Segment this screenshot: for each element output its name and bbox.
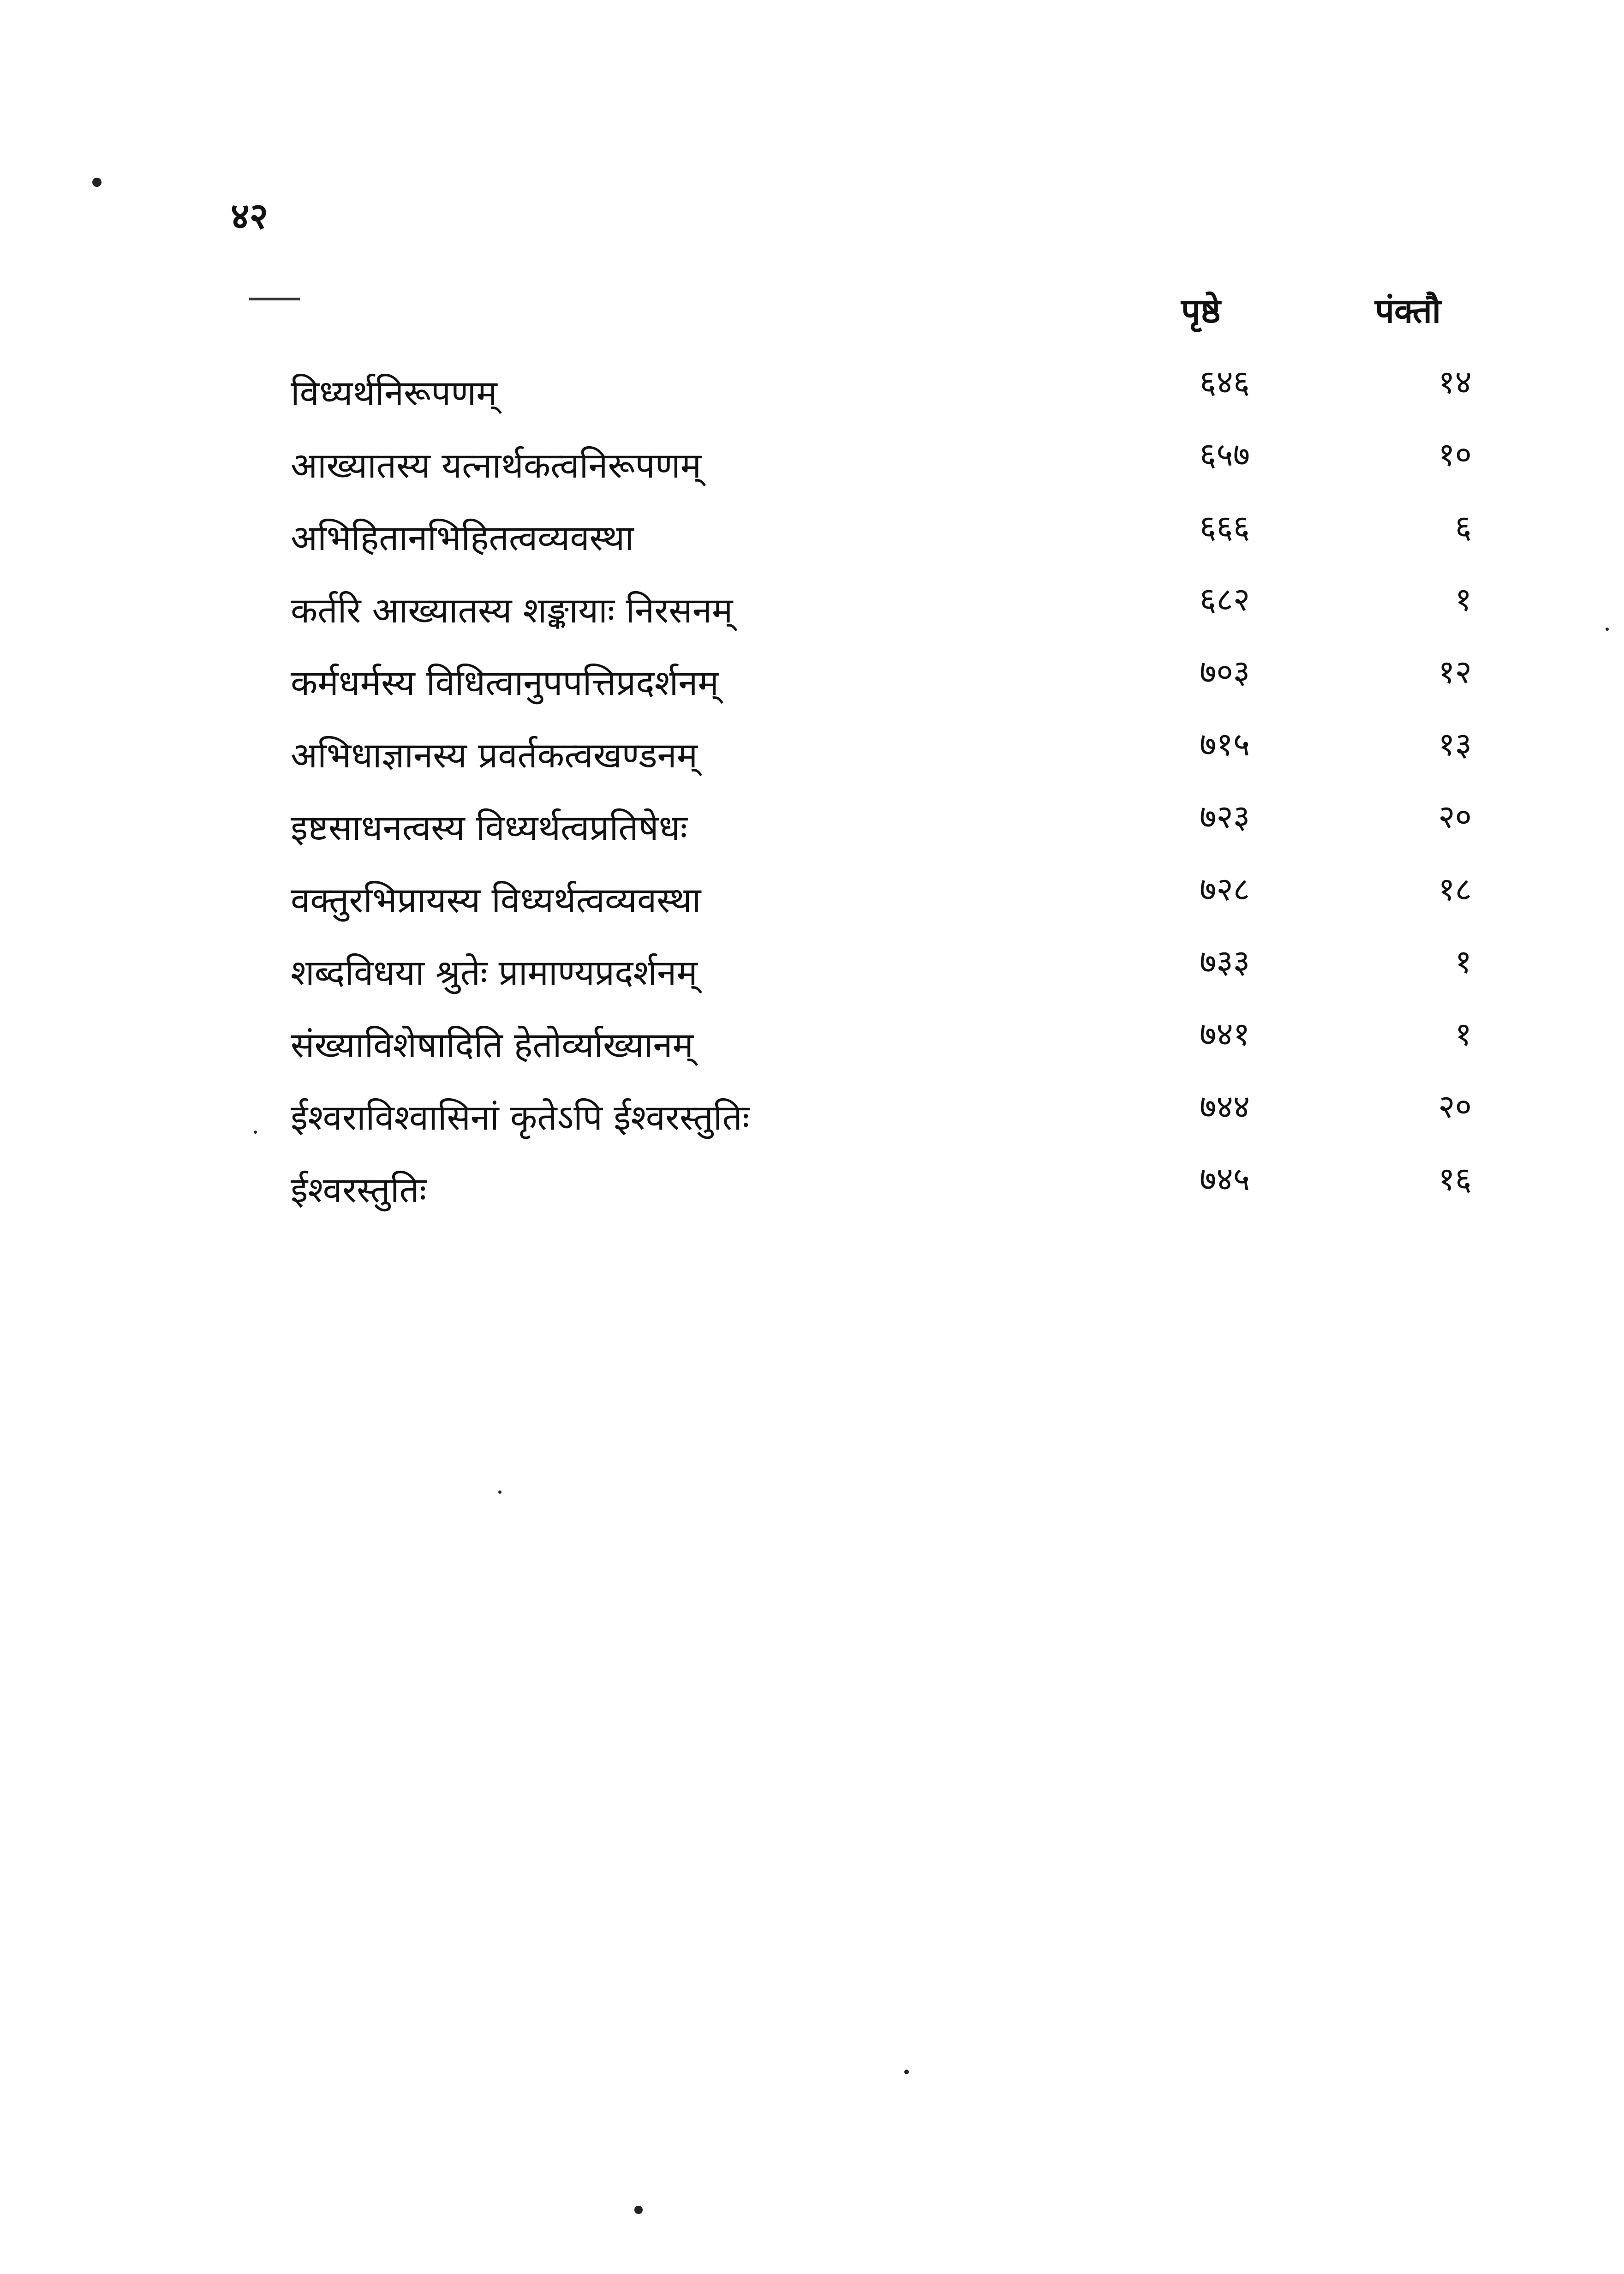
entry-line-number: १४	[1438, 363, 1472, 401]
entry-page-number: ६४६	[1200, 363, 1250, 401]
column-heading-line: पंक्तौ	[1375, 291, 1441, 331]
toc-entry	[0, 727, 1624, 799]
toc-entry	[0, 872, 1624, 944]
entry-line-number: १	[1455, 580, 1472, 618]
entry-title: अभिहितानभिहितत्वव्यवस्था	[291, 517, 634, 558]
entry-title: ईश्वरस्तुतिः	[291, 1169, 427, 1210]
toc-entry	[0, 1017, 1624, 1089]
entry-line-number: २०	[1438, 1088, 1472, 1125]
entry-title: अभिधाज्ञानस्य प्रवर्तकत्वखण्डनम्	[291, 735, 698, 776]
entry-page-number: ६८२	[1200, 580, 1250, 618]
entry-page-number: ७३३	[1200, 943, 1250, 981]
entry-title: आख्यातस्य यत्नार्थकत्वनिरूपणम्	[291, 445, 702, 486]
toc-entry	[0, 1089, 1624, 1161]
scan-speck	[92, 178, 102, 187]
toc-entry	[0, 509, 1624, 582]
entry-page-number: ७०३	[1200, 653, 1250, 691]
entry-line-number: १६	[1438, 1160, 1472, 1198]
entry-page-number: ६६६	[1200, 508, 1250, 546]
entry-line-number: १	[1455, 943, 1472, 981]
toc-entry	[0, 944, 1624, 1017]
entry-title: कर्मधर्मस्य विधित्वानुपपत्तिप्रदर्शनम्	[291, 662, 719, 703]
entry-title: संख्याविशेषादिति हेतोर्व्याख्यानम्	[291, 1024, 694, 1065]
toc-entry	[0, 1161, 1624, 1234]
entry-title: शब्दविधया श्रुतेः प्रामाण्यप्रदर्शनम्	[291, 952, 698, 993]
toc-entry	[0, 799, 1624, 872]
entry-title: विध्यर्थनिरूपणम्	[291, 372, 497, 413]
entry-line-number: ६	[1455, 508, 1472, 546]
scan-speck	[634, 2206, 643, 2214]
column-header-row	[0, 286, 1624, 337]
toc-entry	[0, 654, 1624, 727]
entry-title: वक्तुरभिप्रायस्य विध्यर्थत्वव्यवस्था	[291, 880, 701, 921]
entry-title: कर्तरि आख्यातस्य शङ्कायाः निरसनम्	[291, 590, 733, 631]
scan-speck	[498, 1490, 502, 1494]
entry-page-number: ७४५	[1200, 1160, 1250, 1198]
entry-line-number: १२	[1438, 653, 1472, 691]
toc-entry	[0, 365, 1624, 437]
table-of-contents	[0, 365, 1624, 1234]
toc-entry	[0, 437, 1624, 509]
entry-page-number: ७२८	[1200, 870, 1250, 908]
toc-entry	[0, 582, 1624, 654]
entry-page-number: ७४४	[1200, 1088, 1250, 1125]
entry-page-number: ७४१	[1200, 1015, 1250, 1053]
page-number: ४२	[231, 195, 269, 237]
entry-line-number: १३	[1438, 725, 1472, 763]
entry-line-number: १	[1455, 1015, 1472, 1053]
scan-speck	[904, 2070, 909, 2074]
entry-page-number: ७२३	[1200, 798, 1250, 836]
entry-line-number: १०	[1438, 436, 1472, 473]
column-heading-page: पृष्ठे	[1181, 291, 1221, 331]
entry-line-number: २०	[1438, 798, 1472, 836]
entry-title: इष्टसाधनत्वस्य विध्यर्थत्वप्रतिषेधः	[291, 807, 687, 848]
entry-line-number: १८	[1438, 870, 1472, 908]
entry-title: ईश्वराविश्वासिनां कृतेऽपि ईश्वरस्तुतिः	[291, 1097, 750, 1138]
entry-page-number: ७१५	[1200, 725, 1250, 763]
entry-page-number: ६५७	[1200, 436, 1250, 473]
